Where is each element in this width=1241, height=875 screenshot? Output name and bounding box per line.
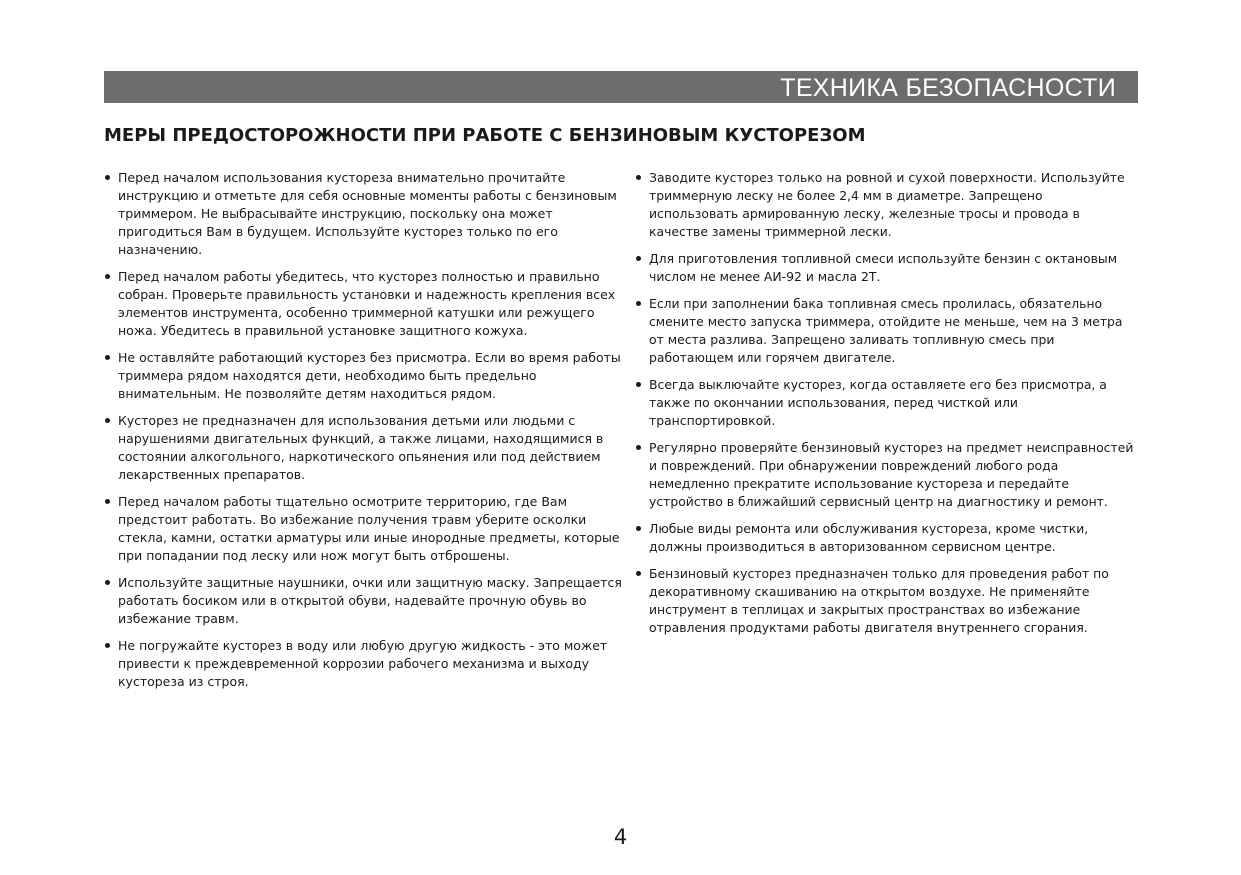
bullet-icon bbox=[105, 580, 110, 585]
list-item-text: Перед началом работы тщательно осмотрите территорию, где Вам предстоит работать. Во избежание получения травм уберите осколки стекла, камни, остатки арматуры или иные инородные предметы, которые при попадании под леску или нож могут быть отброшены. bbox=[118, 494, 620, 563]
list-item bbox=[104, 412, 628, 484]
header-bar bbox=[104, 71, 1138, 103]
list-item bbox=[104, 493, 628, 565]
list-item bbox=[104, 268, 628, 340]
bullet-icon bbox=[105, 355, 110, 360]
bullet-icon bbox=[636, 175, 641, 180]
list-item bbox=[104, 637, 628, 691]
list-item bbox=[104, 574, 628, 628]
bullet-icon bbox=[105, 274, 110, 279]
left-column bbox=[104, 169, 628, 700]
list-item-text: Всегда выключайте кусторез, когда оставляете его без присмотра, а также по окончании использования, перед чисткой или транспортировкой. bbox=[649, 377, 1107, 428]
page-number: 4 bbox=[613, 825, 628, 849]
list-item bbox=[635, 520, 1135, 556]
list-item-text: Кусторез не предназначен для использования детьми или людьми с нарушениями двигательных функций, а также лицами, находящимися в состоянии алкогольного, наркотического опьянения или под действием лекарственных препаратов. bbox=[118, 413, 604, 482]
list-item-text: Любые виды ремонта или обслуживания кустореза, кроме чистки, должны производиться в авторизованном сервисном центре. bbox=[649, 521, 1089, 554]
bullet-icon bbox=[636, 571, 641, 576]
bullet-icon bbox=[105, 418, 110, 423]
list-item bbox=[635, 295, 1135, 367]
bullet-icon bbox=[636, 382, 641, 387]
list-item-text: Не погружайте кусторез в воду или любую другую жидкость - это может привести к преждевременной коррозии рабочего механизма и выходу кустореза из строя. bbox=[118, 638, 608, 689]
list-item-text: Используйте защитные наушники, очки или защитную маску. Запрещается работать босиком или в открытой обуви, надевайте прочную обувь во избежание травм. bbox=[118, 575, 622, 626]
section-title: МЕРЫ ПРЕДОСТОРОЖНОСТИ ПРИ РАБОТЕ С БЕНЗИНОВЫМ КУСТОРЕЗОМ bbox=[104, 125, 866, 146]
bullet-icon bbox=[105, 643, 110, 648]
bullet-icon bbox=[105, 499, 110, 504]
bullet-icon bbox=[636, 526, 641, 531]
list-item bbox=[635, 439, 1135, 511]
list-item-text: Бензиновый кусторез предназначен только для проведения работ по декоративному скашиванию на открытом воздухе. Не применяйте инструмент в теплицах и закрытых пространствах во избежание отравления продуктами работы двигателя внутреннего сгорания. bbox=[649, 566, 1109, 635]
list-item bbox=[635, 376, 1135, 430]
list-item-text: Перед началом использования кустореза внимательно прочитайте инструкцию и отметьте для себя основные моменты работы с бензиновым триммером. Не выбрасывайте инструкцию, поскольку она может пригодиться Вам в будущем. Используйте кусторез только по его назначению. bbox=[118, 170, 617, 257]
header-title: ТЕХНИКА БЕЗОПАСНОСТИ bbox=[780, 74, 1116, 102]
bullet-icon bbox=[105, 175, 110, 180]
list-item-text: Регулярно проверяйте бензиновый кусторез на предмет неисправностей и повреждений. При обнаружении повреждений любого рода немедленно прекратите использование кустореза и передайте устройство в ближайший сервисный центр на диагностику и ремонт. bbox=[649, 440, 1134, 509]
list-item-text: Заводите кусторез только на ровной и сухой поверхности. Используйте триммерную леску не более 2,4 мм в диаметре. Запрещено использовать армированную леску, железные тросы и провода в качестве замены триммерной лески. bbox=[649, 170, 1125, 239]
list-item bbox=[104, 169, 628, 259]
right-column bbox=[635, 169, 1135, 646]
list-item-text: Не оставляйте работающий кусторез без присмотра. Если во время работы триммера рядом находятся дети, необходимо быть предельно внимательным. Не позволяйте детям находиться рядом. bbox=[118, 350, 621, 401]
list-item-text: Для приготовления топливной смеси используйте бензин с октановым числом не менее АИ-92 и масла 2Т. bbox=[649, 251, 1118, 284]
list-item-text: Если при заполнении бака топливная смесь пролилась, обязательно смените место запуска триммера, отойдите не меньше, чем на 3 метра от места разлива. Запрещено заливать топливную смесь при работающем или горячем двигателе. bbox=[649, 296, 1123, 365]
list-item bbox=[104, 349, 628, 403]
bullet-icon bbox=[636, 301, 641, 306]
list-item bbox=[635, 565, 1135, 637]
list-item bbox=[635, 250, 1135, 286]
bullet-icon bbox=[636, 445, 641, 450]
bullet-icon bbox=[636, 256, 641, 261]
list-item bbox=[635, 169, 1135, 241]
list-item-text: Перед началом работы убедитесь, что кусторез полностью и правильно собран. Проверьте правильность установки и надежность крепления всех элементов инструмента, особенно триммерной катушки или режущего ножа. Убедитесь в правильной установке защитного кожуха. bbox=[118, 269, 616, 338]
